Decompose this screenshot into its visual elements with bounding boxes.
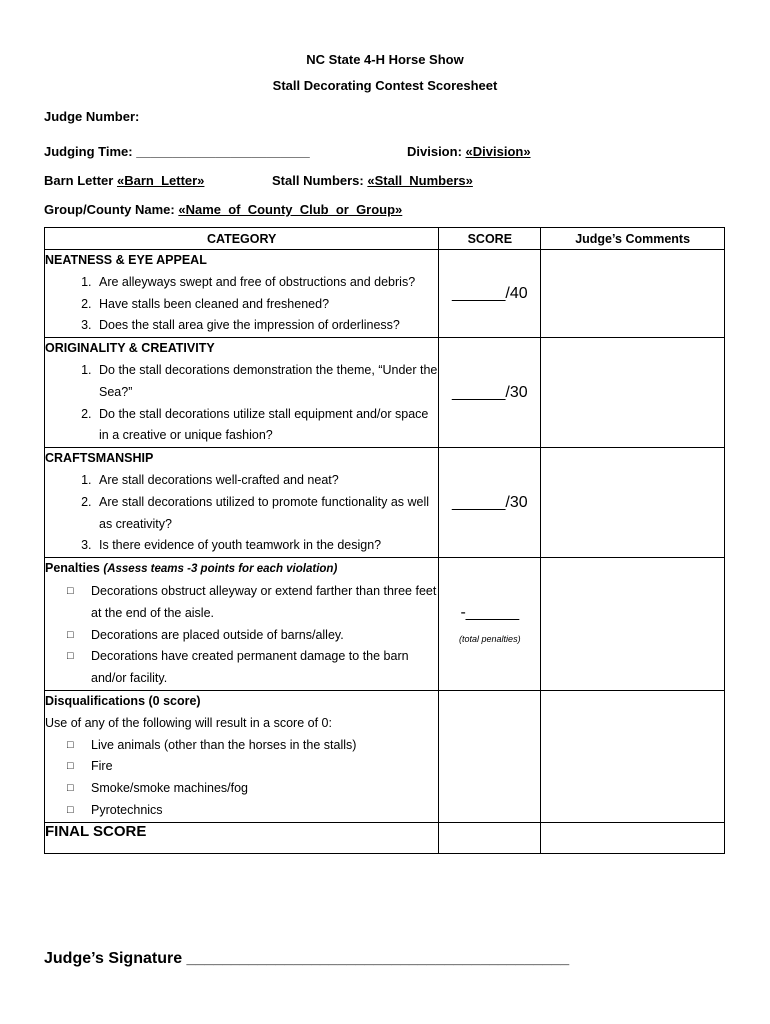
penalties-score: -______ (460, 604, 520, 622)
neatness-category-cell (45, 250, 439, 338)
division-value: «Division» (465, 144, 531, 159)
document-subtitle: Stall Decorating Contest Scoresheet (272, 78, 498, 93)
division-field (407, 144, 531, 159)
list-item: □ Fire (67, 756, 438, 778)
stall-numbers-label: Stall Numbers: (272, 173, 364, 188)
list-item: □ Live animals (other than the horses in the stalls) (67, 735, 438, 757)
header-category: CATEGORY (45, 228, 439, 250)
neatness-title: NEATNESS & EYE APPEAL (45, 253, 207, 267)
craftsmanship-list (45, 470, 438, 557)
originality-list (45, 360, 438, 447)
list-item: □ Decorations obstruct alleyway or extend farther than three feet at the end of the aisle. (67, 581, 438, 625)
originality-title: ORIGINALITY & CREATIVITY (45, 341, 215, 356)
judging-time-label: Judging Time: (44, 144, 133, 159)
group-county-field (44, 202, 402, 217)
stall-numbers-field (272, 173, 473, 188)
barn-letter-field (44, 173, 204, 188)
document-title: NC State 4-H Horse Show (306, 52, 464, 67)
penalties-score-cell[interactable] (439, 558, 541, 691)
craftsmanship-score-cell[interactable] (439, 448, 541, 558)
craftsmanship-category-cell (45, 448, 439, 558)
craftsmanship-comments-cell[interactable] (541, 448, 725, 558)
final-score-label: FINAL SCORE (45, 822, 439, 853)
group-county-label: Group/County Name: (44, 202, 175, 217)
checkbox-icon[interactable]: □ (67, 628, 74, 641)
checkbox-icon[interactable]: □ (67, 760, 74, 773)
list-item: 3. Is there evidence of youth teamwork in the design? (95, 535, 438, 557)
judging-time-field (44, 144, 310, 159)
neatness-list (45, 272, 438, 337)
judge-signature-line: Judge’s Signature ___________________________________________ (44, 950, 570, 967)
disqualifications-intro: Use of any of the following will result in a score of 0: (45, 715, 332, 730)
neatness-score-cell[interactable] (439, 250, 541, 338)
table-row-originality (45, 338, 725, 448)
stall-numbers-value: «Stall_Numbers» (367, 173, 473, 188)
list-item: □ Decorations are placed outside of barns/alley. (67, 625, 438, 647)
penalties-score-note: (total penalties) (459, 634, 521, 645)
list-item: 2. Are stall decorations utilized to promote functionality as well as creativity? (95, 492, 438, 536)
header-score: SCORE (439, 228, 541, 250)
originality-score-cell[interactable] (439, 338, 541, 448)
list-item: 1. Are stall decorations well-crafted and neat? (95, 470, 438, 492)
table-row-craftsmanship (45, 448, 725, 558)
group-county-value: «Name_of_County_Club_or_Group» (178, 202, 403, 217)
barn-letter-value: «Barn_Letter» (116, 173, 205, 188)
craftsmanship-score: ______/30 (451, 493, 528, 511)
penalties-category-cell (45, 558, 439, 691)
table-row-final (45, 822, 725, 853)
judging-time-line: ________________________ (136, 144, 310, 159)
originality-comments-cell[interactable] (541, 338, 725, 448)
penalties-title: Penalties (45, 561, 100, 576)
table-header-row (45, 228, 725, 250)
list-item: □ Smoke/smoke machines/fog (67, 778, 438, 800)
list-item: 1. Do the stall decorations demonstration the theme, “Under the Sea?” (95, 360, 438, 404)
penalties-heading (45, 558, 438, 581)
checkbox-icon[interactable]: □ (67, 738, 74, 751)
list-item: □ Decorations have created permanent damage to the barn and/or facility. (67, 646, 438, 690)
penalties-list (45, 581, 438, 690)
list-item: 1. Are alleyways swept and free of obstructions and debris? (95, 272, 438, 294)
originality-score: ______/30 (451, 383, 528, 401)
neatness-comments-cell[interactable] (541, 250, 725, 338)
final-score-cell[interactable] (439, 822, 541, 853)
penalties-comments-cell[interactable] (541, 558, 725, 691)
checkbox-icon[interactable]: □ (67, 803, 74, 816)
list-item: 3. Does the stall area give the impression of orderliness? (95, 315, 438, 337)
division-label: Division: (407, 144, 462, 159)
judge-number-label: Judge Number: (44, 109, 140, 124)
disqualifications-comments-cell[interactable] (541, 690, 725, 822)
disqualifications-title: Disqualifications (0 score) (45, 693, 201, 708)
craftsmanship-title: CRAFTSMANSHIP (45, 451, 154, 466)
neatness-score: ______/40 (451, 284, 528, 302)
originality-category-cell (45, 338, 439, 448)
disqualifications-score-cell[interactable] (439, 690, 541, 822)
header-comments: Judge’s Comments (541, 228, 725, 250)
checkbox-icon[interactable]: □ (67, 782, 74, 795)
penalties-note: (Assess teams -3 points for each violation) (103, 563, 338, 576)
final-comments-cell[interactable] (541, 822, 725, 853)
table-row-disqualifications (45, 690, 725, 822)
disqualifications-list (45, 735, 438, 822)
table-row-neatness (45, 250, 725, 338)
checkbox-icon[interactable]: □ (67, 650, 74, 663)
table-row-penalties (45, 558, 725, 691)
checkbox-icon[interactable]: □ (67, 584, 74, 597)
disqualifications-category-cell (45, 690, 439, 822)
barn-letter-label: Barn Letter (44, 173, 114, 188)
scoresheet-table (44, 227, 725, 854)
list-item: 2. Do the stall decorations utilize stall equipment and/or space in a creative or unique fashion? (95, 404, 438, 448)
list-item: □ Pyrotechnics (67, 800, 438, 822)
list-item: 2. Have stalls been cleaned and freshened? (95, 294, 438, 316)
